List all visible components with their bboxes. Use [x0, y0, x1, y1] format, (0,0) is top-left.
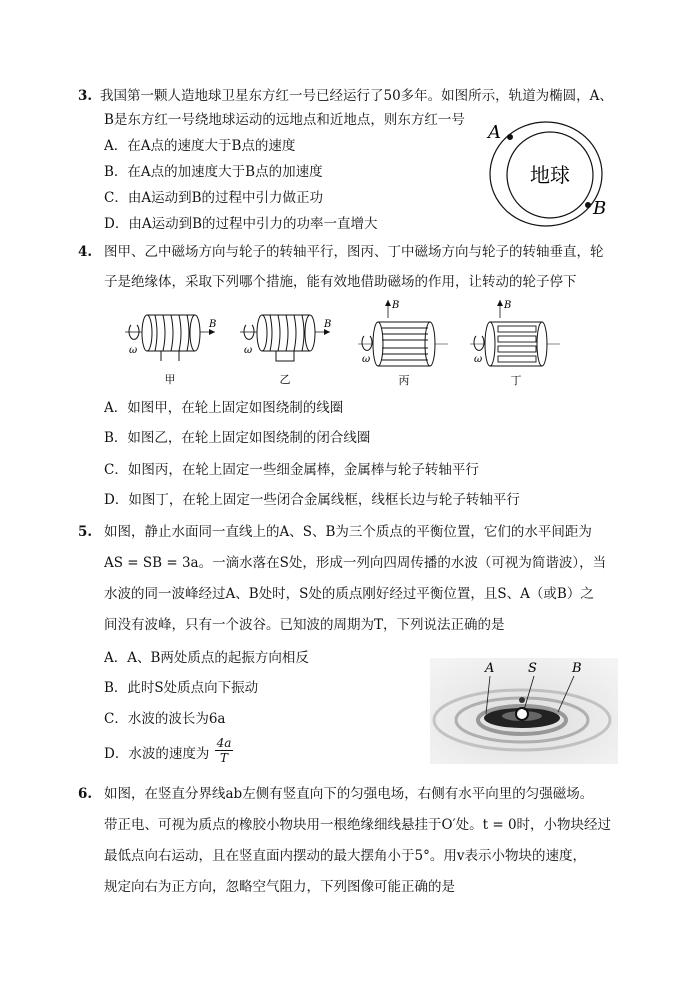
- q6-stem-line2: 带正电、可视为质点的橡胶小物块用一根绝缘细线悬挂于O′处。t = 0时，小物块经过: [104, 817, 612, 833]
- speed-numerator: 4a: [216, 736, 232, 750]
- q3-orbit-figure: [480, 118, 610, 230]
- svg-text:ω: ω: [244, 345, 253, 356]
- q5-stem-line2: AS = SB = 3a。一滴水落在S处，形成一列向四周传播的水波（可视为简谐波），当: [104, 555, 607, 571]
- q5-option-a[interactable]: A．A、B两处质点的起振方向相反: [104, 650, 309, 666]
- q4-figure-yi: [240, 305, 335, 390]
- wave-point-b: B: [572, 661, 582, 676]
- q3-option-a[interactable]: A．在A点的速度大于B点的速度: [104, 138, 296, 154]
- q5-number: 5.: [78, 524, 93, 540]
- q4-option-b[interactable]: B．如图乙，在轮上固定如图绕制的闭合线圈: [104, 430, 371, 446]
- q4-number: 4.: [78, 244, 93, 260]
- q3-option-b[interactable]: B．在A点的加速度大于B点的加速度: [104, 164, 323, 180]
- q5-option-d[interactable]: D．水波的速度为: [104, 746, 210, 762]
- q4-stem-line2: 子是绝缘体，采取下列哪个措施，能有效地借助磁场的作用，让转动的轮子停下: [104, 274, 577, 290]
- q5-water-figure: [430, 658, 618, 764]
- q6-stem-line4: 规定向右为正方向，忽略空气阻力，下列图像可能正确的是: [104, 879, 455, 895]
- q4-figure-bing: [358, 298, 453, 390]
- speed-fraction: [215, 736, 233, 765]
- svg-text:ω: ω: [129, 345, 138, 356]
- q3-number: 3.: [78, 88, 93, 104]
- q3-option-d[interactable]: D．由A运动到B的过程中引力的功率一直增大: [104, 216, 378, 232]
- label-ding: 丁: [510, 374, 522, 387]
- wave-point-s: S: [528, 661, 537, 676]
- q4-option-d[interactable]: D．如图丁，在轮上固定一些闭合金属线框，线框长边与轮子转轴平行: [104, 492, 520, 508]
- svg-text:ω: ω: [362, 354, 371, 365]
- wave-point-a: A: [485, 661, 495, 676]
- point-b-label: B: [593, 198, 607, 219]
- q4-stem-line1: 图甲、乙中磁场方向与轮子的转轴平行，图丙、丁中磁场方向与轮子的转轴垂直，轮: [104, 244, 604, 260]
- svg-text:B: B: [392, 300, 400, 311]
- q3-option-c[interactable]: C．由A运动到B的过程中引力做正功: [104, 190, 323, 206]
- q6-stem-line3: 最低点向右运动，且在竖直面内摆动的最大摆角小于5°。用v表示小物块的速度，: [104, 848, 586, 864]
- q5-option-c[interactable]: C．水波的波长为6a: [104, 711, 226, 727]
- svg-text:B: B: [324, 319, 332, 330]
- speed-denominator: T: [219, 751, 228, 765]
- svg-text:ω: ω: [474, 354, 483, 365]
- point-b-dot: [585, 202, 591, 208]
- label-bing: 丙: [398, 374, 410, 387]
- q4-figure-ding: [470, 298, 565, 390]
- q6-number: 6.: [78, 786, 93, 802]
- q3-stem-line1: 我国第一颗人造地球卫星东方红一号已经运行了50多年。如图所示，轨道为椭圆，A、: [100, 88, 613, 104]
- svg-text:B: B: [504, 300, 512, 311]
- earth-label: 地球: [530, 163, 570, 187]
- label-yi: 乙: [279, 373, 291, 386]
- svg-text:B: B: [209, 319, 217, 330]
- q4-option-a[interactable]: A．如图甲，在轮上固定如图绕制的线圈: [104, 400, 344, 416]
- point-a-dot: [507, 134, 513, 140]
- q5-stem-line3: 水波的同一波峰经过A、B处时，S处的质点刚好经过平衡位置，且S、A（或B）之: [104, 586, 594, 602]
- q3-stem-line2: B是东方红一号绕地球运动的远地点和近地点，则东方红一号: [104, 112, 465, 128]
- point-a-label: A: [488, 122, 501, 143]
- q4-option-c[interactable]: C．如图丙，在轮上固定一些细金属棒，金属棒与轮子转轴平行: [104, 462, 479, 478]
- q4-figure-jia: [125, 305, 220, 390]
- q5-stem-line1: 如图，静止水面同一直线上的A、S、B为三个质点的平衡位置，它们的水平间距为: [104, 524, 592, 540]
- label-jia: 甲: [164, 373, 176, 386]
- q5-stem-line4: 间没有波峰，只有一个波谷。已知波的周期为T，下列说法正确的是: [104, 617, 505, 633]
- q5-option-b[interactable]: B．此时S处质点向下振动: [104, 680, 259, 696]
- q6-stem-line1: 如图，在竖直分界线ab左侧有竖直向下的匀强电场，右侧有水平向里的匀强磁场。: [104, 786, 594, 802]
